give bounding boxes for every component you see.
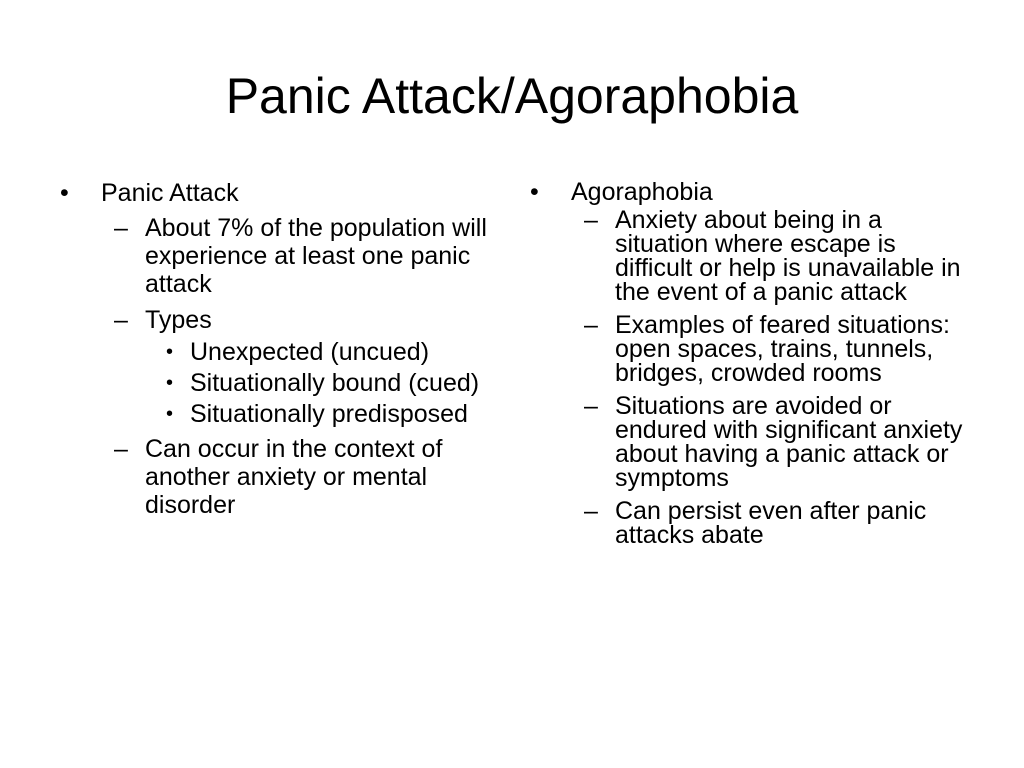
type-item (145, 371, 490, 396)
subitem-avoidance (571, 394, 970, 490)
subitem-examples (571, 313, 970, 385)
subitem-text: Anxiety about being in a situation where escape is difficult or help is unavailable in the event of a panic attack (615, 206, 961, 306)
left-column (60, 178, 490, 519)
dash-icon: – (114, 306, 128, 334)
subitem-anxiety (571, 208, 970, 304)
type-text: Situationally bound (cued) (190, 369, 480, 397)
dash-icon: – (584, 392, 598, 420)
panic-attack-subitems (101, 214, 490, 519)
type-text: Situationally predisposed (190, 400, 468, 428)
slide-title: Panic Attack/Agoraphobia (225, 68, 799, 124)
bullet-icon: • (166, 403, 174, 425)
type-item (145, 402, 490, 427)
dash-icon: – (584, 311, 598, 339)
bullet-icon: • (166, 372, 174, 394)
bullet-icon: • (166, 341, 174, 363)
subitem-text: Types (145, 306, 212, 334)
bullet-icon: • (60, 179, 69, 207)
dash-icon: – (584, 206, 598, 234)
subitem-text: About 7% of the population will experience at least one panic attack (145, 214, 487, 298)
bullet-agoraphobia (530, 178, 970, 547)
subitem-types (101, 306, 490, 427)
dash-icon: – (114, 435, 128, 463)
right-column (530, 178, 970, 547)
subitem-text: Situations are avoided or endured with significant anxiety about having a panic attack or symptoms (615, 392, 963, 492)
type-text: Unexpected (uncued) (190, 338, 430, 366)
subitem-text: Can occur in the context of another anxiety or mental disorder (145, 435, 443, 519)
bullet-icon: • (530, 178, 539, 206)
types-list (145, 340, 490, 427)
bullet-label: Panic Attack (101, 179, 239, 207)
subitem-context (101, 435, 490, 519)
subitem-text: Examples of feared situations: open spaces, trains, tunnels, bridges, crowded rooms (615, 311, 950, 387)
dash-icon: – (584, 497, 598, 525)
type-item (145, 340, 490, 365)
subitem-prevalence (101, 214, 490, 298)
dash-icon: – (114, 214, 128, 242)
subitem-persistence (571, 499, 970, 547)
subitem-text: Can persist even after panic attacks abate (615, 497, 927, 549)
agoraphobia-subitems (571, 208, 970, 547)
bullet-panic-attack (60, 178, 490, 519)
bullet-label: Agoraphobia (571, 178, 713, 206)
